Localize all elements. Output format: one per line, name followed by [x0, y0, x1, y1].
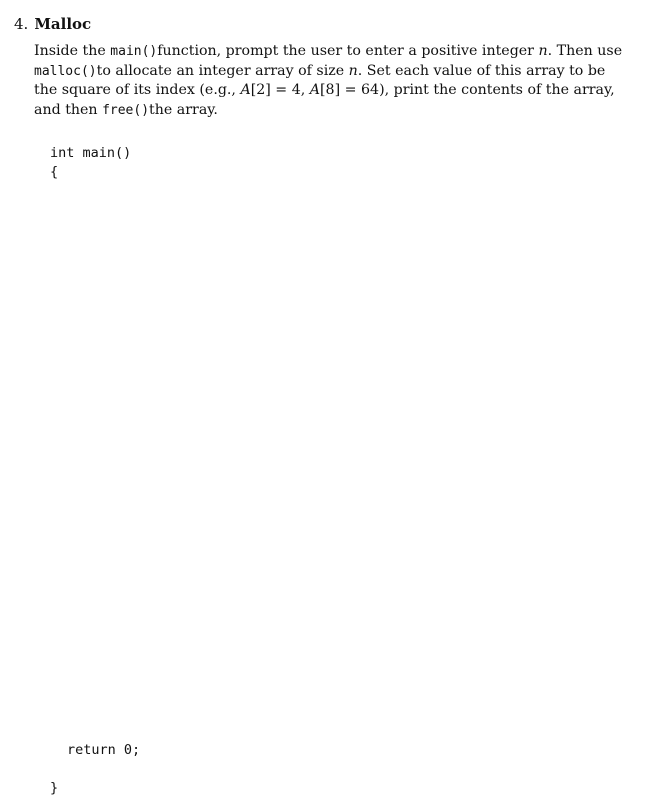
- return-statement: return 0;: [67, 742, 141, 758]
- prompt-text: [8] = 64), print the contents of the array,: [320, 82, 615, 99]
- answer-space[interactable]: [50, 185, 610, 735]
- math-variable: n: [538, 43, 548, 59]
- prompt-text: function, prompt the user to enter a positive integer: [157, 43, 539, 59]
- prompt-text: to allocate an integer array of size: [96, 62, 349, 79]
- open-brace: {: [50, 164, 59, 180]
- question-title: Malloc: [34, 15, 92, 33]
- prompt-text: Inside the: [34, 43, 111, 59]
- prompt-text: the array.: [149, 101, 218, 118]
- question-number: 4.: [14, 15, 29, 33]
- math-variable: n: [348, 62, 358, 79]
- prompt-text: [2] = 4,: [250, 82, 310, 99]
- inline-code: malloc(): [34, 63, 97, 79]
- prompt-text: . Then use: [547, 43, 623, 59]
- inline-code: free(): [102, 102, 150, 118]
- prompt-text: the square of its index (e.g.,: [34, 82, 241, 99]
- math-variable: A: [240, 82, 251, 99]
- prompt-text: and then: [34, 101, 103, 118]
- math-variable: A: [309, 82, 321, 99]
- close-brace: }: [50, 780, 59, 796]
- main-signature: int main(): [50, 145, 132, 161]
- inline-code: main(): [110, 44, 158, 59]
- prompt-text: . Set each value of this array to be: [357, 62, 606, 79]
